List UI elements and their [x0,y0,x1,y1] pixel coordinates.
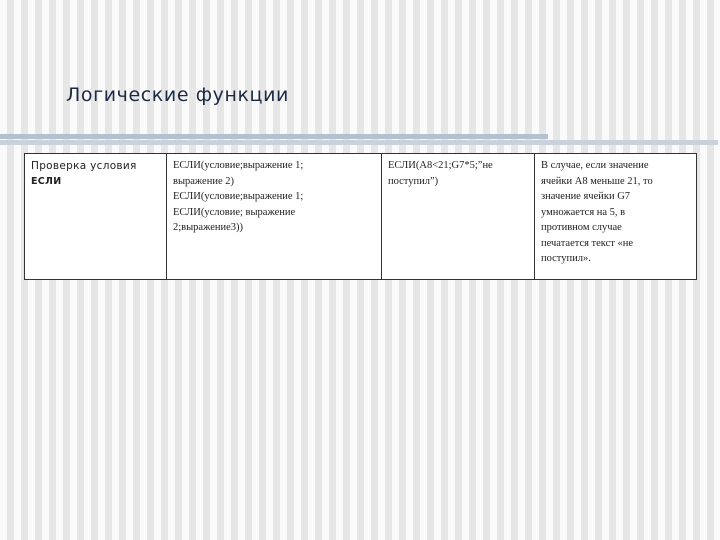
syntax-line: 2;выражение3)) [173,222,244,233]
description-line: противном случае [541,222,622,233]
description-line: умножается на 5, в [541,206,626,218]
example-cell [382,154,535,280]
description-line: ячейки A8 меньше 21, то [541,175,653,187]
slide-title: Логические функции [66,84,289,106]
example-line: поступил”) [388,175,439,187]
table-row [25,154,697,280]
title-underline-bar-long [0,140,718,145]
syntax-cell [167,154,382,280]
title-underline-bar [0,134,548,139]
description-line: печатается текст «не [541,237,634,249]
description-line: В случае, если значение [541,160,649,171]
description-line: значение ячейки G7 [541,191,631,202]
function-purpose: Проверка условия [31,160,137,172]
description-cell [535,154,697,280]
function-name-cell [25,154,167,280]
function-table [24,153,697,280]
syntax-line: выражение 2) [173,175,234,187]
description-line: поступил». [541,253,591,264]
syntax-line: ЕСЛИ(условие;выражение 1; [173,160,304,171]
syntax-line: ЕСЛИ(условие;выражение 1; [173,191,304,202]
syntax-line: ЕСЛИ(условие; выражение [173,206,296,218]
example-line: ЕСЛИ(A8<21;G7*5;”не [388,160,493,171]
function-keyword: ЕСЛИ [31,176,62,187]
